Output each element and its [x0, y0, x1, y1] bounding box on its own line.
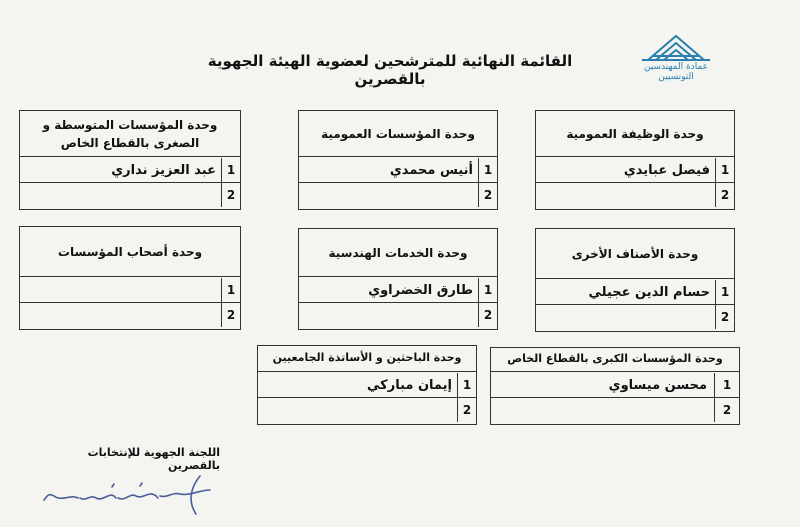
row-number: 1: [715, 158, 734, 182]
unit-header: وحدة المؤسسات المتوسطة و الصغرى بالقطاع الخاص: [20, 111, 240, 157]
candidate-name: حسام الدين عجيلي: [588, 284, 710, 300]
candidate-row: [20, 158, 240, 183]
candidate-row: [258, 398, 476, 422]
unit-header: وحدة أصحاب المؤسسات: [20, 227, 240, 277]
candidate-name: [24, 278, 216, 302]
row-number: 1: [221, 158, 240, 182]
row-number: 1: [457, 373, 476, 397]
candidate-name: إيمان مباركي: [367, 377, 452, 393]
unit-header: وحدة الوظيفة العمومية: [536, 111, 734, 157]
unit-box-business-owners: [19, 226, 241, 330]
unit-box-sme-private-sector: [19, 110, 241, 210]
unit-header: وحدة الأصناف الأخرى: [536, 229, 734, 279]
candidate-name: [540, 305, 710, 329]
candidate-row: [299, 158, 497, 183]
candidate-row: [536, 280, 734, 305]
candidate-name: عبد العزيز نداري: [111, 162, 216, 178]
candidate-name: [540, 183, 710, 207]
candidate-name: [303, 183, 473, 207]
unit-box-other-categories: [535, 228, 735, 332]
row-number: 1: [221, 278, 240, 302]
row-number: 1: [478, 158, 497, 182]
unit-box-large-private-enterprises: [490, 347, 740, 425]
unit-header: وحدة المؤسسات العمومية: [299, 111, 497, 157]
unit-box-public-enterprises: [298, 110, 498, 210]
candidate-row: [20, 183, 240, 207]
candidate-row: [20, 303, 240, 327]
candidate-name: طارق الخضراوي: [368, 282, 473, 298]
row-number: 2: [221, 303, 240, 327]
committee-label: اللجنة الجهوية للإنتخابات بالقصرين: [87, 446, 220, 472]
unit-header: وحدة الخدمات الهندسية: [299, 229, 497, 277]
candidate-name: [24, 303, 216, 327]
logo-caption: عمادة المهندسين التونسيين: [643, 62, 709, 82]
candidate-name: [303, 303, 473, 327]
candidate-row: [491, 373, 739, 398]
unit-box-public-service: [535, 110, 735, 210]
row-number: 2: [478, 303, 497, 327]
unit-header: وحدة الباحثين و الأساتذة الجامعيين: [258, 346, 476, 372]
row-number: 2: [457, 398, 476, 422]
candidate-name: [262, 398, 452, 422]
row-number: 2: [715, 183, 734, 207]
candidate-row: [258, 373, 476, 398]
candidate-row: [299, 303, 497, 327]
row-number: 1: [478, 278, 497, 302]
page-title: القائمة النهائية للمترشحين لعضوية الهيئة الجهوية بالقصرين: [207, 52, 573, 88]
candidate-name: محسن ميساوي: [608, 377, 707, 393]
candidate-name: أنيس محمدي: [389, 162, 473, 178]
row-number: 2: [715, 305, 734, 329]
unit-box-engineering-services: [298, 228, 498, 330]
candidate-row: [536, 305, 734, 329]
candidate-row: [536, 183, 734, 207]
row-number: 2: [714, 398, 739, 422]
candidate-row: [299, 278, 497, 303]
row-number: 1: [714, 373, 739, 397]
unit-header: وحدة المؤسسات الكبرى بالقطاع الخاص: [491, 348, 739, 372]
candidate-name: [24, 183, 216, 207]
candidate-row: [20, 278, 240, 303]
unit-box-researchers-professors: [257, 345, 477, 425]
row-number: 1: [715, 280, 734, 304]
candidate-row: [299, 183, 497, 207]
candidate-row: [536, 158, 734, 183]
handwritten-signature-icon: [40, 468, 220, 518]
row-number: 2: [478, 183, 497, 207]
candidate-row: [491, 398, 739, 422]
candidate-name: [495, 398, 707, 422]
row-number: 2: [221, 183, 240, 207]
candidate-name: فيصل عبايدي: [623, 162, 710, 178]
